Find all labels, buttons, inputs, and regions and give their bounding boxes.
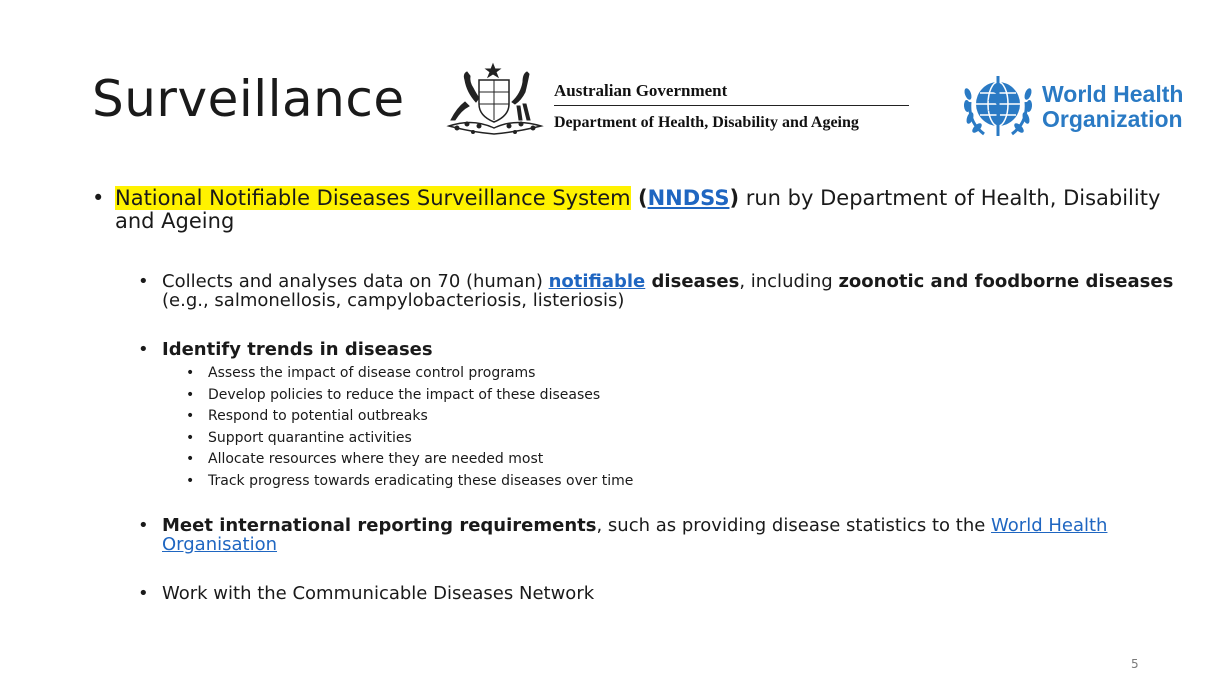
- who-name-line1: World Health: [1042, 81, 1184, 107]
- bullet-dot: •: [138, 583, 149, 604]
- nndss-text-line2: and Ageing: [115, 209, 235, 233]
- page-number: 5: [1131, 657, 1139, 671]
- collects-line1: [162, 272, 1173, 291]
- bullet-dot: •: [186, 387, 195, 403]
- collects-bold1: diseases: [645, 271, 740, 292]
- nndss-paren-open: (: [630, 186, 648, 210]
- collects-line2: (e.g., salmonellosis, campylobacteriosis, listeriosis): [162, 290, 625, 311]
- who-link-line2[interactable]: Organisation: [162, 534, 278, 555]
- trend-item: Respond to potential outbreaks: [208, 408, 428, 424]
- international-line2: [162, 535, 277, 554]
- bullet-dot: •: [186, 430, 195, 446]
- bullet-dot: •: [186, 408, 195, 424]
- trend-item: Track progress towards eradicating these diseases over time: [208, 473, 634, 489]
- international-text: , such as providing disease statistics to the: [596, 515, 992, 536]
- international-line1: [162, 516, 1107, 535]
- nndss-paren-close: ): [729, 186, 740, 210]
- bullet-dot: •: [138, 339, 149, 360]
- australian-government-label: Australian Government: [554, 81, 728, 100]
- nndss-text-line1: [115, 186, 1161, 210]
- trend-item: Support quarantine activities: [208, 430, 412, 446]
- trend-item: Assess the impact of disease control programs: [208, 365, 536, 381]
- bullet-dot: •: [186, 473, 195, 489]
- who-text: [1042, 82, 1183, 132]
- bullet-dot: •: [186, 451, 195, 467]
- slide-title: Surveillance: [92, 70, 405, 128]
- trend-item: Allocate resources where they are needed most: [208, 451, 544, 467]
- network-text: Work with the Communicable Diseases Network: [162, 583, 595, 604]
- bullet-dot: •: [186, 365, 195, 381]
- trend-item: Develop policies to reduce the impact of these diseases: [208, 387, 601, 403]
- nndss-rest: run by Department of Health, Disability: [739, 186, 1161, 210]
- australian-government-text: [554, 78, 909, 133]
- who-emblem-icon: [960, 72, 1036, 140]
- who-name-line2: Organization: [1042, 106, 1183, 132]
- coat-of-arms-icon: [443, 62, 547, 138]
- bullet-dot: •: [92, 186, 105, 210]
- international-bold: Meet international reporting requirements: [162, 515, 597, 536]
- nndss-highlight: National Notifiable Diseases Surveillance System: [115, 186, 631, 210]
- trends-heading: Identify trends in diseases: [162, 339, 433, 360]
- bullet-dot: •: [138, 271, 149, 292]
- logo-divider: [554, 105, 909, 106]
- who-logo: [960, 72, 1190, 142]
- bullet-dot: •: [138, 515, 149, 536]
- department-label: Department of Health, Disability and Ageing: [554, 114, 859, 131]
- collects-bold2: zoonotic and foodborne diseases: [838, 271, 1174, 292]
- nndss-link[interactable]: NNDSS: [647, 186, 730, 210]
- collects-pre: Collects and analyses data on 70 (human): [162, 271, 549, 292]
- australian-government-logo: [443, 62, 913, 140]
- collects-mid: , including: [739, 271, 839, 292]
- notifiable-link[interactable]: notifiable: [548, 271, 646, 292]
- who-link-line1[interactable]: World Health: [991, 515, 1108, 536]
